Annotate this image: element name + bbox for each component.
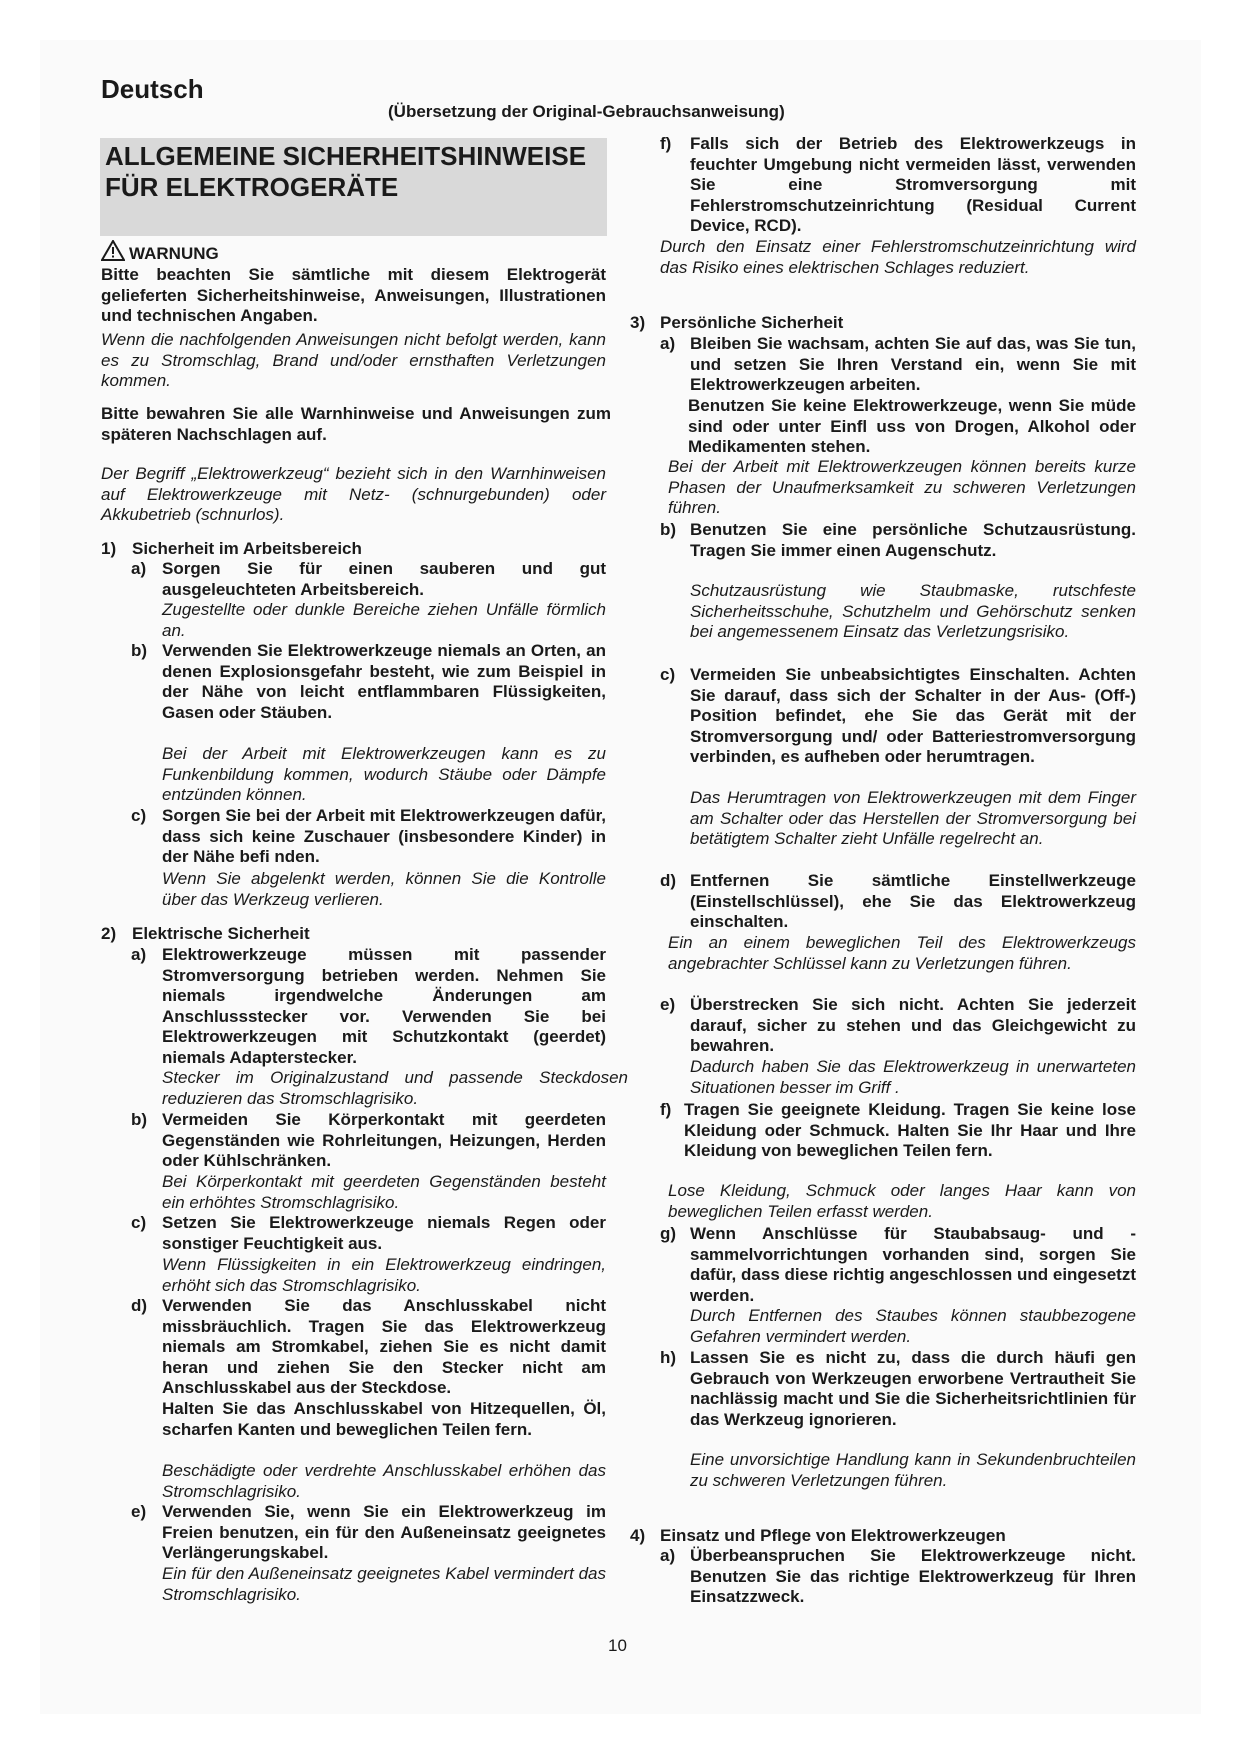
item-3d-italic: Ein an einem beweglichen Teil des Elektrowerkzeugs angebrachter Schlüssel kann zu Verletzungen führen.	[668, 933, 1136, 973]
item-4a-label: a)	[660, 1546, 676, 1565]
term-definition-text: Der Begriff „Elektrowerkzeug“ bezieht sich in den Warnhinweisen auf Elektrowerkzeuge mit Netz- (schnurgebunden) oder Akkubetrieb (schnurlos).	[101, 464, 606, 524]
item-1a-label: a)	[131, 559, 147, 578]
item-1c-italic: Wenn Sie abgelenkt werden, können Sie die Kontrolle über das Werkzeug verlieren.	[162, 869, 606, 909]
item-1b-label: b)	[131, 641, 148, 660]
item-2e-label: e)	[131, 1502, 147, 1521]
item-3c-bold: Vermeiden Sie unbeabsichtigtes Einschalten. Achten Sie darauf, dass sich der Schalter in der Aus- (Off-) Position befindet, ehe Sie das Gerät mit der Stromversorgung und/ oder Batteriestromversorgung verbinden, es aufheben oder herumtragen.	[690, 665, 1136, 766]
warning-triangle-icon	[101, 240, 125, 266]
item-4a-bold: Überbeanspruchen Sie Elektrowerkzeuge nicht. Benutzen Sie das richtige Elektrowerkzeug für Ihren Einsatzzweck.	[690, 1546, 1136, 1606]
warning-heading	[101, 240, 219, 266]
section-3-title: Persönliche Sicherheit	[660, 313, 844, 332]
item-3h-italic: Eine unvorsichtige Handlung kann in Sekundenbruchteilen zu schweren Verletzungen führen.	[690, 1450, 1136, 1490]
item-2f-italic: Durch den Einsatz einer Fehlerstromschutzeinrichtung wird das Risiko eines elektrischen Schlages reduziert.	[660, 237, 1136, 277]
item-2a-italic: Stecker im Originalzustand und passende Steckdosen reduzieren das Stromschlagrisiko.	[162, 1068, 628, 1108]
item-2c-italic: Wenn Flüssigkeiten in ein Elektrowerkzeug eindringen, erhöht sich das Stromschlagrisiko.	[162, 1255, 606, 1295]
item-1b-italic: Bei der Arbeit mit Elektrowerkzeugen kann es zu Funkenbildung kommen, wodurch Stäube oder Dämpfe entzünden können.	[162, 744, 606, 804]
item-3d-label: d)	[660, 871, 677, 890]
item-3g-italic: Durch Entfernen des Staubes können staubbezogene Gefahren vermindert werden.	[690, 1306, 1136, 1346]
item-3a-label: a)	[660, 334, 676, 353]
document-subtitle: (Übersetzung der Original-Gebrauchsanweisung)	[388, 102, 785, 121]
item-3h-bold: Lassen Sie es nicht zu, dass die durch häufi gen Gebrauch von Werkzeugen erworbene Vertrautheit Sie nachlässig macht und Sie die Sicherheitsrichtlinien für das Werkzeug ignorieren.	[690, 1348, 1136, 1429]
item-1c-label: c)	[131, 806, 147, 825]
section-2-title: Elektrische Sicherheit	[132, 924, 310, 943]
item-3b-italic: Schutzausrüstung wie Staubmaske, rutschfeste Sicherheitsschuhe, Schutzhelm und Gehörschutz senken bei angemessenem Einsatz das Verletzungsrisiko.	[690, 581, 1136, 641]
section-2-number: 2)	[101, 924, 117, 943]
item-1a-bold: Sorgen Sie für einen sauberen und gut ausgeleuchteten Arbeitsbereich.	[162, 559, 606, 599]
item-3g-bold: Wenn Anschlüsse für Staubabsaug- und - sammelvorrichtungen vorhanden sind, sorgen Sie dafür, dass diese richtig angeschlossen und eingesetzt werden.	[690, 1224, 1136, 1305]
item-2b-bold: Vermeiden Sie Körperkontakt mit geerdeten Gegenständen wie Rohrleitungen, Heizungen, Herden oder Kühlschränken.	[162, 1110, 606, 1170]
item-2c-bold: Setzen Sie Elektrowerkzeuge niemals Regen oder sonstiger Feuchtigkeit aus.	[162, 1213, 606, 1253]
item-3a-bold: Bleiben Sie wachsam, achten Sie auf das, was Sie tun, und setzen Sie Ihren Verstand ein, wenn Sie mit Elektrowerkzeugen arbeiten.	[690, 334, 1136, 394]
language-heading: Deutsch	[101, 74, 204, 104]
item-2a-label: a)	[131, 945, 147, 964]
item-3d-bold: Entfernen Sie sämtliche Einstellwerkzeuge (Einstellschlüssel), ehe Sie das Elektrowerkzeug einschalten.	[690, 871, 1136, 931]
page-number: 10	[608, 1636, 627, 1655]
section-1-number: 1)	[101, 539, 117, 558]
item-2d-bold: Verwenden Sie das Anschlusskabel nicht missbräuchlich. Tragen Sie das Elektrowerkzeug niemals am Stromkabel, ziehen Sie es nicht damit heran und ziehen Sie den Stecker nicht am Anschlusskabel aus der Steckdose.	[162, 1296, 606, 1397]
section-4-title: Einsatz und Pflege von Elektrowerkzeugen	[660, 1526, 1006, 1545]
item-2d-bold2: Halten Sie das Anschlusskabel von Hitzequellen, Öl, scharfen Kanten und beweglichen Teilen fern.	[162, 1399, 606, 1439]
item-3c-label: c)	[660, 665, 676, 684]
item-3e-bold: Überstrecken Sie sich nicht. Achten Sie jederzeit darauf, sicher zu stehen und das Gleichgewicht zu bewahren.	[690, 995, 1136, 1055]
item-2d-italic: Beschädigte oder verdrehte Anschlusskabel erhöhen das Stromschlagrisiko.	[162, 1461, 606, 1501]
item-3h-label: h)	[660, 1348, 677, 1367]
item-3g-label: g)	[660, 1224, 677, 1243]
warning-italic-text: Wenn die nachfolgenden Anweisungen nicht befolgt werden, kann es zu Stromschlag, Brand und/oder ernsthaften Verletzungen kommen.	[101, 330, 606, 390]
item-3e-label: e)	[660, 995, 676, 1014]
item-1a-italic: Zugestellte oder dunkle Bereiche ziehen Unfälle förmlich an.	[162, 600, 606, 640]
item-1c-bold: Sorgen Sie bei der Arbeit mit Elektrowerkzeugen dafür, dass sich keine Zuschauer (insbesondere Kinder) in der Nähe befi nden.	[162, 806, 606, 866]
item-3a-italic: Bei der Arbeit mit Elektrowerkzeugen können bereits kurze Phasen der Unaufmerksamkeit zu schweren Verletzungen führen.	[668, 457, 1136, 517]
item-3e-italic: Dadurch haben Sie das Elektrowerkzeug in unerwarteten Situationen besser im Griff .	[690, 1057, 1136, 1097]
section-1-title: Sicherheit im Arbeitsbereich	[132, 539, 362, 558]
warning-bold-text: Bitte beachten Sie sämtliche mit diesem Elektrogerät gelieferten Sicherheitshinweise, Anweisungen, Illustrationen und technischen Angaben.	[101, 265, 606, 325]
section-title: ALLGEMEINE SICHERHEITSHINWEISE FÜR ELEKTROGERÄTE	[105, 141, 587, 202]
item-2e-bold: Verwenden Sie, wenn Sie ein Elektrowerkzeug im Freien benutzen, ein für den Außeneinsatz geeignetes Verlängerungskabel.	[162, 1502, 606, 1562]
item-3b-label: b)	[660, 520, 677, 539]
item-2c-label: c)	[131, 1213, 147, 1232]
item-2b-italic: Bei Körperkontakt mit geerdeten Gegenständen besteht ein erhöhtes Stromschlagrisiko.	[162, 1172, 606, 1212]
item-2e-italic: Ein für den Außeneinsatz geeignetes Kabel vermindert das Stromschlagrisiko.	[162, 1564, 606, 1604]
item-3f-label: f)	[660, 1100, 672, 1119]
item-2d-label: d)	[131, 1296, 148, 1315]
item-1b-bold: Verwenden Sie Elektrowerkzeuge niemals an Orten, an denen Explosionsgefahr besteht, wie zum Beispiel in der Nähe von leicht entflammbaren Flüssigkeiten, Gasen oder Stäuben.	[162, 641, 606, 722]
item-2a-bold: Elektrowerkzeuge müssen mit passender Stromversorgung betrieben werden. Nehmen Sie niemals irgendwelche Änderungen am Anschlussstecker vor. Verwenden Sie bei Elektrowerkzeugen mit Schutzkontakt (geerdet) niemals Adapterstecker.	[162, 945, 606, 1067]
item-3b-bold: Benutzen Sie eine persönliche Schutzausrüstung. Tragen Sie immer einen Augenschutz.	[690, 520, 1136, 560]
item-3a-bold2: Benutzen Sie keine Elektrowerkzeuge, wenn Sie müde sind oder unter Einfl uss von Drogen, Alkohol oder Medikamenten stehen.	[688, 396, 1136, 456]
item-3f-bold: Tragen Sie geeignete Kleidung. Tragen Sie keine lose Kleidung oder Schmuck. Halten Sie Ihr Haar und Ihre Kleidung von beweglichen Teilen fern.	[684, 1100, 1136, 1160]
keep-instructions-text: Bitte bewahren Sie alle Warnhinweise und Anweisungen zum späteren Nachschlagen auf.	[101, 404, 611, 444]
item-2b-label: b)	[131, 1110, 148, 1129]
warning-label: WARNUNG	[129, 244, 219, 263]
item-2f-bold: Falls sich der Betrieb des Elektrowerkzeugs in feuchter Umgebung nicht vermeiden lässt, verwenden Sie eine Stromversorgung mit Fehlerstromschutzeinrichtung (Residual Current Device, RCD).	[690, 134, 1136, 235]
section-3-number: 3)	[630, 313, 646, 332]
item-2f-label: f)	[660, 134, 672, 153]
item-3f-italic: Lose Kleidung, Schmuck oder langes Haar kann von beweglichen Teilen erfasst werden.	[668, 1181, 1136, 1221]
section-4-number: 4)	[630, 1526, 646, 1545]
item-3c-italic: Das Herumtragen von Elektrowerkzeugen mit dem Finger am Schalter oder das Herstellen der Stromversorgung bei betätigtem Schalter zieht Unfälle regelrecht an.	[690, 788, 1136, 848]
